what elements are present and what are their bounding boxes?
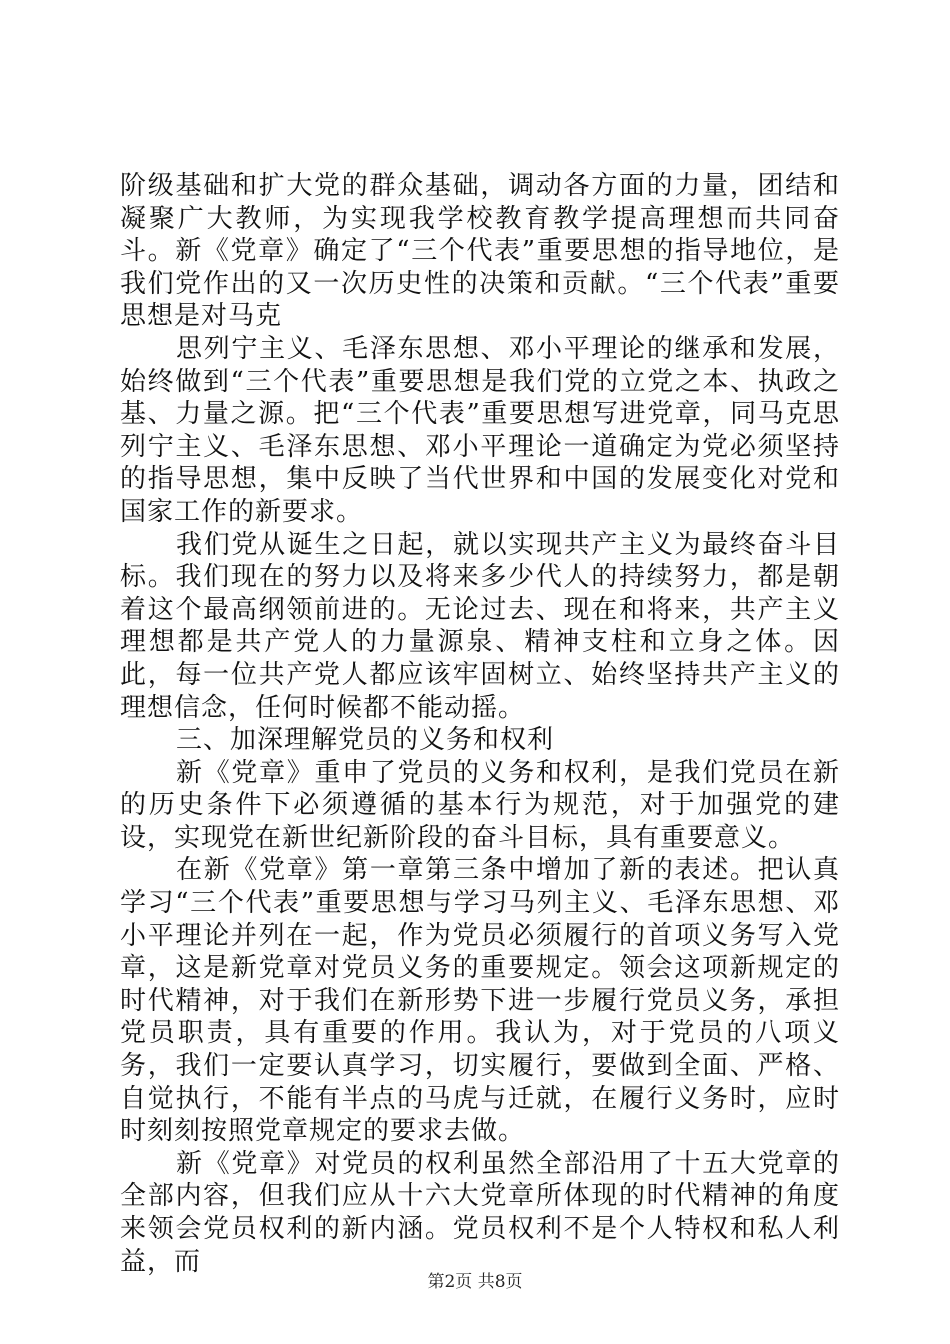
- paragraph-2: 思列宁主义、毛泽东思想、邓小平理论的继承和发展，始终做到“三个代表”重要思想是我们党的立党之本、执政之基、力量之源。把“三个代表”重要思想写进党章，同马克思列宁主义、毛泽东思想、邓小平理论一道确定为党必须坚持的指导思想，集中反映了当代世界和中国的发展变化对党和国家工作的新要求。: [120, 333, 840, 527]
- paragraph-4: 新《党章》重申了党员的义务和权利，是我们党员在新的历史条件下必须遵循的基本行为规范，对于加强党的建设，实现党在新世纪新阶段的奋斗目标，具有重要意义。: [120, 757, 840, 853]
- paragraph-6: 新《党章》对党员的权利虽然全部沿用了十五大党章的全部内容，但我们应从十六大党章所体现的时代精神的角度来领会党员权利的新内涵。党员权利不是个人特权和私人利益，而: [120, 1148, 840, 1277]
- page-number-footer: 第2页 共8页: [427, 1272, 523, 1292]
- section-heading: 三、加深理解党员的义务和权利: [176, 725, 555, 756]
- paragraph-1: 阶级基础和扩大党的群众基础，调动各方面的力量，团结和凝聚广大教师，为实现我学校教育教学提高理想而共同奋斗。新《党章》确定了“三个代表”重要思想的指导地位，是我们党作出的又一次历史性的决策和贡献。“三个代表”重要思想是对马克: [120, 171, 840, 332]
- paragraph-3: 我们党从诞生之日起，就以实现共产主义为最终奋斗目标。我们现在的努力以及将来多少代人的持续努力，都是朝着这个最高纲领前进的。无论过去、现在和将来，共产主义理想都是共产党人的力量源泉、精神支柱和立身之体。因此，每一位共产党人都应该牢固树立、始终坚持共产主义的理想信念，任何时候都不能动摇。: [120, 529, 840, 723]
- document-body: [120, 170, 840, 1278]
- paragraph-5: 在新《党章》第一章第三条中增加了新的表述。把认真学习“三个代表”重要思想与学习马列主义、毛泽东思想、邓小平理论并列在一起，作为党员必须履行的首项义务写入党章，这是新党章对党员义务的重要规定。领会这项新规定的时代精神，对于我们在新形势下进一步履行党员义务，承担党员职责，具有重要的作用。我认为，对于党员的八项义务，我们一定要认真学习，切实履行，要做到全面、严格、自觉执行，不能有半点的马虎与迁就，在履行义务时，应时时刻刻按照党章规定的要求去做。: [120, 855, 840, 1147]
